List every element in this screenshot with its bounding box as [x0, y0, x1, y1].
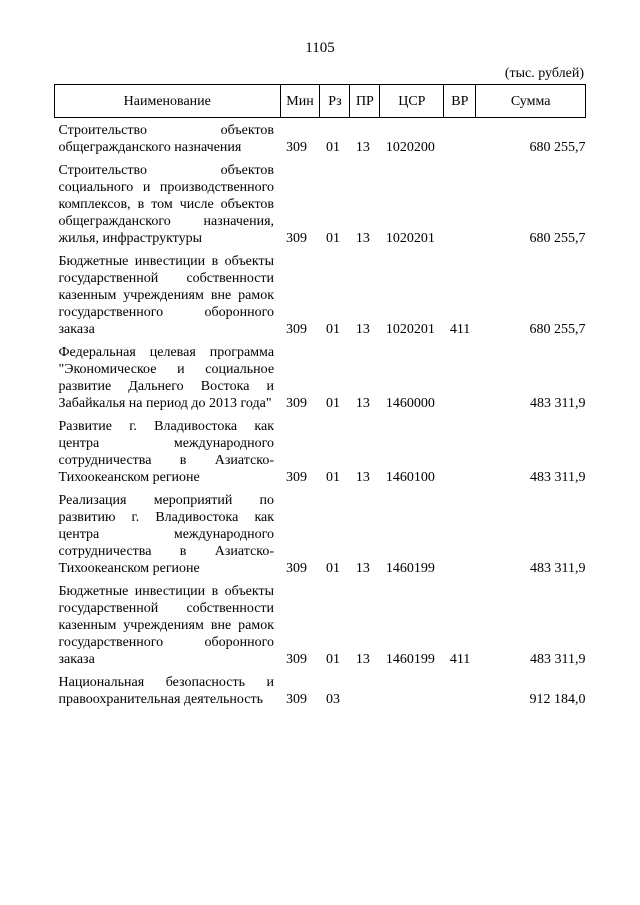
row-name: Развитие г. Владивостока как центра международного сотрудничества в Азиатско-Тихоокеанском регионе [58, 419, 275, 485]
header-pr: ПР [350, 85, 380, 118]
row-sum: 680 255,7 [529, 322, 586, 337]
row-rz: 01 [325, 140, 340, 155]
row-name: Строительство объектов социального и производственного комплексов, в том числе объектов общегражданского назначения, жилья, инфраструктуры [58, 163, 275, 246]
row-pr: 13 [355, 231, 370, 246]
row-rz: 01 [325, 470, 340, 485]
header-sum: Сумма [476, 85, 586, 118]
row-pr: 13 [355, 140, 370, 155]
row-pr: 13 [355, 652, 370, 667]
row-name: Строительство объектов общегражданского назначения [58, 123, 275, 155]
row-min: 309 [286, 470, 308, 485]
row-sum: 912 184,0 [529, 692, 586, 707]
row-vr [444, 344, 476, 418]
row-rz: 01 [325, 652, 340, 667]
header-vr: ВР [444, 85, 476, 118]
row-name: Бюджетные инвестиции в объекты государственной собственности казенным учреждениям вне рамок государственного оборонного заказа [58, 254, 275, 337]
row-csr: 1460199 [385, 652, 435, 667]
units-label: (тыс. рублей) [504, 66, 584, 81]
row-pr: 13 [355, 470, 370, 485]
row-min: 309 [286, 322, 308, 337]
row-vr [444, 118, 476, 163]
row-pr [350, 674, 380, 714]
row-vr [444, 674, 476, 714]
row-min: 309 [286, 396, 308, 411]
row-csr: 1460100 [385, 470, 435, 485]
table-row [55, 344, 586, 418]
row-min: 309 [286, 140, 308, 155]
row-name: Реализация мероприятий по развитию г. Владивостока как центра международного сотрудничества в Азиатско-Тихоокеанском регионе [58, 493, 275, 576]
row-vr: 411 [449, 322, 471, 337]
row-csr: 1460000 [385, 396, 435, 411]
table-row [55, 492, 586, 583]
row-rz: 01 [325, 231, 340, 246]
header-rz: Рз [320, 85, 350, 118]
row-name: Федеральная целевая программа "Экономическое и социальное развитие Дальнего Востока и Забайкалья на период до 2013 года" [58, 345, 275, 411]
row-min: 309 [286, 692, 308, 707]
row-csr: 1020200 [385, 140, 435, 155]
row-min: 309 [286, 652, 308, 667]
row-csr [380, 674, 444, 714]
page-number: 1105 [305, 40, 335, 56]
row-sum: 680 255,7 [529, 231, 586, 246]
row-csr: 1020201 [385, 322, 435, 337]
row-min: 309 [286, 231, 308, 246]
row-csr: 1460199 [385, 561, 435, 576]
row-pr: 13 [355, 322, 370, 337]
header-name: Наименование [55, 85, 281, 118]
row-sum: 483 311,9 [530, 652, 586, 667]
row-sum: 483 311,9 [530, 470, 586, 485]
row-sum: 680 255,7 [529, 140, 586, 155]
row-pr: 13 [355, 561, 370, 576]
row-rz: 03 [325, 692, 340, 707]
row-vr [444, 418, 476, 492]
budget-table [54, 84, 586, 714]
row-vr [444, 162, 476, 253]
row-rz: 01 [325, 561, 340, 576]
row-rz: 01 [325, 322, 340, 337]
table-header-row [55, 85, 586, 118]
row-name: Национальная безопасность и правоохранительная деятельность [58, 675, 275, 707]
table-row [55, 418, 586, 492]
header-csr: ЦСР [380, 85, 444, 118]
table-row [55, 253, 586, 344]
table-row [55, 162, 586, 253]
row-min: 309 [286, 561, 308, 576]
row-pr: 13 [355, 396, 370, 411]
row-vr: 411 [449, 652, 471, 667]
row-vr [444, 492, 476, 583]
header-min: Мин [280, 85, 320, 118]
row-sum: 483 311,9 [530, 396, 586, 411]
table-row [55, 118, 586, 163]
table-row [55, 583, 586, 674]
row-sum: 483 311,9 [530, 561, 586, 576]
table-row [55, 674, 586, 714]
row-name: Бюджетные инвестиции в объекты государственной собственности казенным учреждениям вне рамок государственного оборонного заказа [58, 584, 275, 667]
row-rz: 01 [325, 396, 340, 411]
row-csr: 1020201 [385, 231, 435, 246]
